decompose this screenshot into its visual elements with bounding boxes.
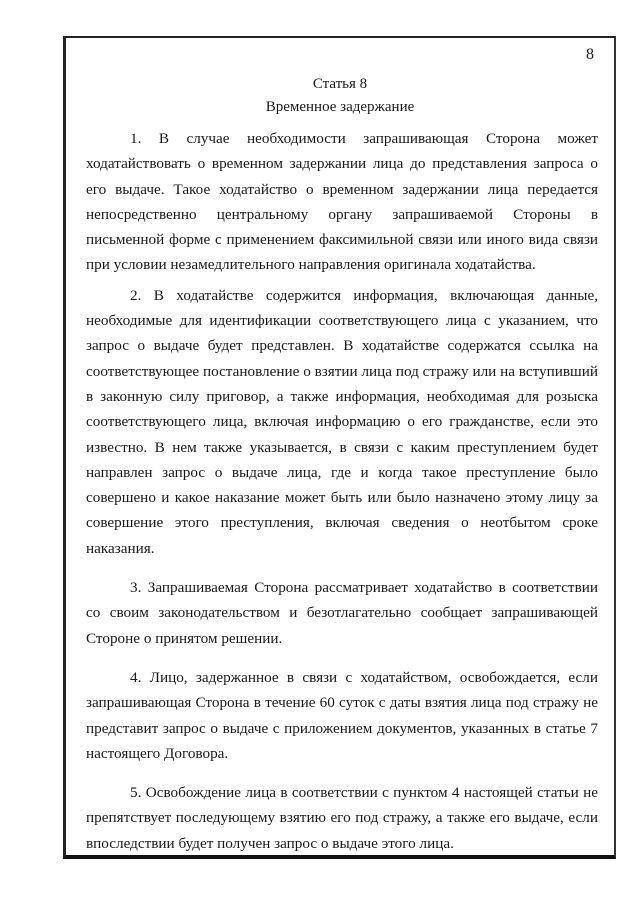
paragraph-1: 1. В случае необходимости запрашивающая Сторона может ходатайствовать о временном задержании лица до представления запроса о его выдаче. Такое ходатайство о временном задержании лица передается непосредственно центральному органу запрашиваемой Стороны в письменной форме с применением факсимильной связи или иного вида связи при условии незамедлительного направления оригинала ходатайства. xyxy=(86,130,598,274)
paragraph-3: 3. Запрашиваемая Сторона рассматривает ходатайство в соответствии со своим законодательством и безотлагательно сообщает запрашивающей Стороне о принятом решении. xyxy=(86,579,598,647)
article-body xyxy=(86,126,598,856)
paragraph-4: 4. Лицо, задержанное в связи с ходатайством, освобождается, если запрашивающая Сторона в течение 60 суток с даты взятия лица под стражу не представит запрос о выдаче с приложением документов, указанных в статье 7 настоящего Договора. xyxy=(86,668,598,762)
page-frame xyxy=(63,36,616,859)
paragraph-5: 5. Освобождение лица в соответствии с пунктом 4 настоящей статьи не препятствует последующему взятию его под стражу, а также его выдаче, если впоследствии будет получен запрос о выдаче этого лица. xyxy=(86,784,598,852)
article-title: Временное задержание xyxy=(265,99,415,115)
article-number: Статья 8 xyxy=(312,76,368,92)
paragraph-2: 2. В ходатайстве содержится информация, включающая данные, необходимые для идентификации соответствующего лица с указанием, что запрос о выдаче будет представлен. В ходатайстве содержатся ссылка на соответствующее постановление о взятии лица под стражу или на вступивший в законную силу приговор, а также информация, необходимая для розыска соответствующего лица, включая информацию о его гражданстве, если это известно. В нем также указывается, в связи с каким преступлением будет направлен запрос о выдаче лица, где и когда такое преступление было совершено и какое наказание может быть или было назначено этому лицу за совершение этого преступления, включая сведения о неотбытом сроке наказания. xyxy=(86,286,598,557)
page-number: 8 xyxy=(586,46,594,63)
